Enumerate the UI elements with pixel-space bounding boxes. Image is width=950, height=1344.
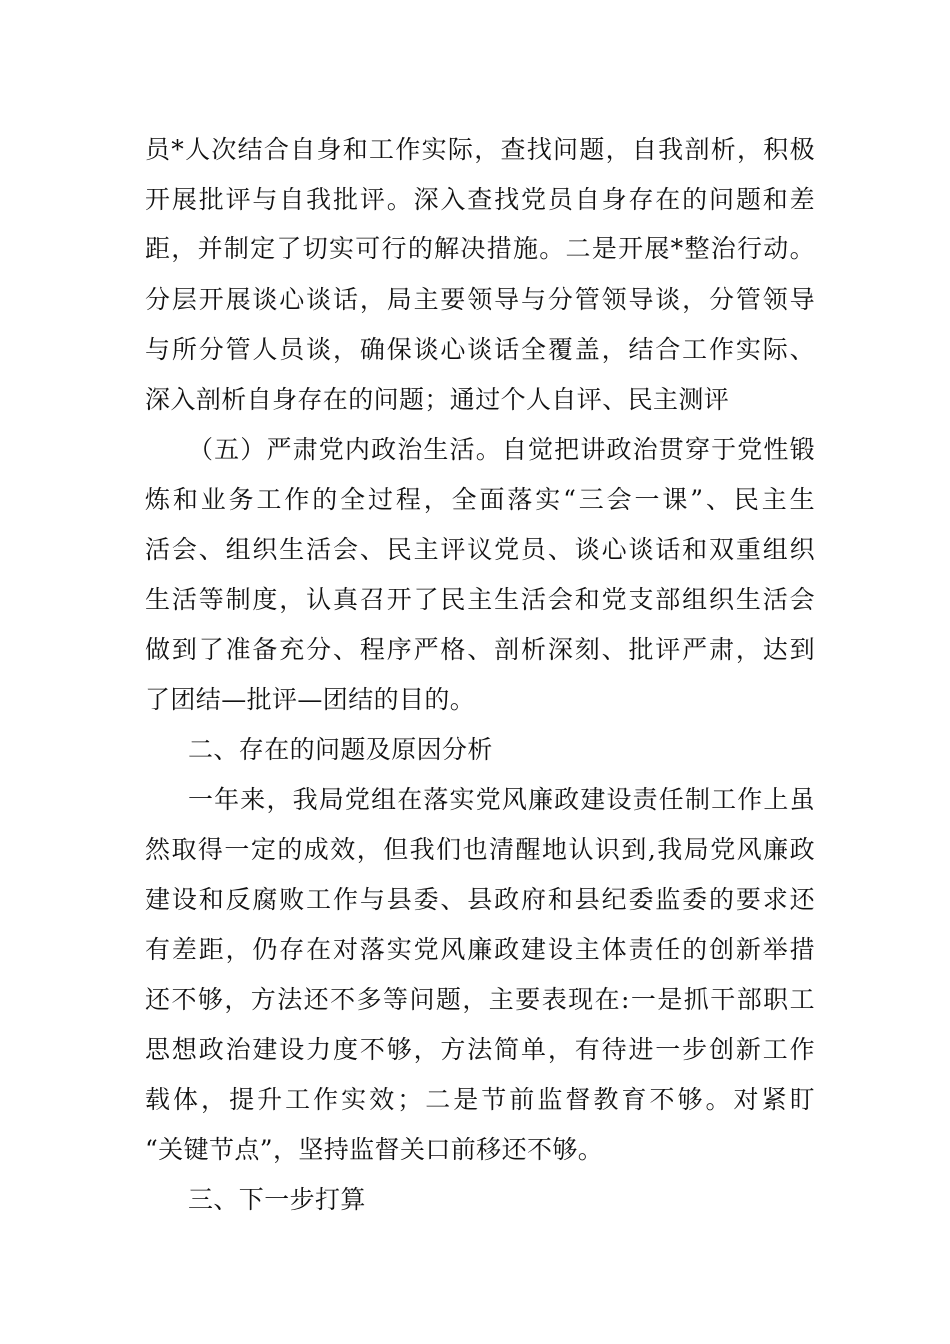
paragraph-line: 分层开展谈心谈话，局主要领导与分管领导谈，分管领导 xyxy=(145,285,815,314)
paragraph-line: 炼和业务工作的全过程，全面落实“三会一课”、民主生 xyxy=(145,485,815,514)
paragraph-line: 与所分管人员谈，确保谈心谈话全覆盖，结合工作实际、 xyxy=(145,335,815,364)
paragraph-line: 开展批评与自我批评。深入查找党员自身存在的问题和差 xyxy=(145,185,815,214)
paragraph-line: 建设和反腐败工作与县委、县政府和县纪委监委的要求还 xyxy=(145,885,815,914)
paragraph-line: 距，并制定了切实可行的解决措施。二是开展*整治行动。 xyxy=(145,234,815,263)
paragraph-line: 员*人次结合自身和工作实际，查找问题，自我剖析，积极 xyxy=(145,135,815,164)
paragraph-line: “关键节点”，坚持监督关口前移还不够。 xyxy=(145,1135,604,1164)
paragraph-line: 载体，提升工作实效；二是节前监督教育不够。对紧盯 xyxy=(145,1085,815,1114)
paragraph-line: 了团结—批评—团结的目的。 xyxy=(145,685,476,714)
section-two-heading: 二、存在的问题及原因分析 xyxy=(188,735,493,764)
paragraph-line: 然取得一定的成效，但我们也清醒地认识到,我局党风廉政 xyxy=(145,835,815,864)
paragraph-line: 活会、组织生活会、民主评议党员、谈心谈话和双重组织 xyxy=(145,535,815,564)
paragraph-line: 有差距，仍存在对落实党风廉政建设主体责任的创新举措 xyxy=(145,935,815,964)
paragraph-line: 一年来，我局党组在落实党风廉政建设责任制工作上虽 xyxy=(188,785,815,814)
paragraph-line: 深入剖析自身存在的问题；通过个人自评、民主测评 xyxy=(145,385,730,414)
section-five-heading-line: （五）严肃党内政治生活。自觉把讲政治贯穿于党性锻 xyxy=(188,435,815,464)
paragraph-line: 还不够，方法还不多等问题，主要表现在:一是抓干部职工 xyxy=(145,985,815,1014)
paragraph-line: 做到了准备充分、程序严格、剖析深刻、批评严肃，达到 xyxy=(145,635,815,664)
paragraph-line: 生活等制度，认真召开了民主生活会和党支部组织生活会 xyxy=(145,585,815,614)
section-three-heading: 三、下一步打算 xyxy=(188,1185,366,1214)
paragraph-line: 思想政治建设力度不够，方法简单，有待进一步创新工作 xyxy=(145,1035,815,1064)
